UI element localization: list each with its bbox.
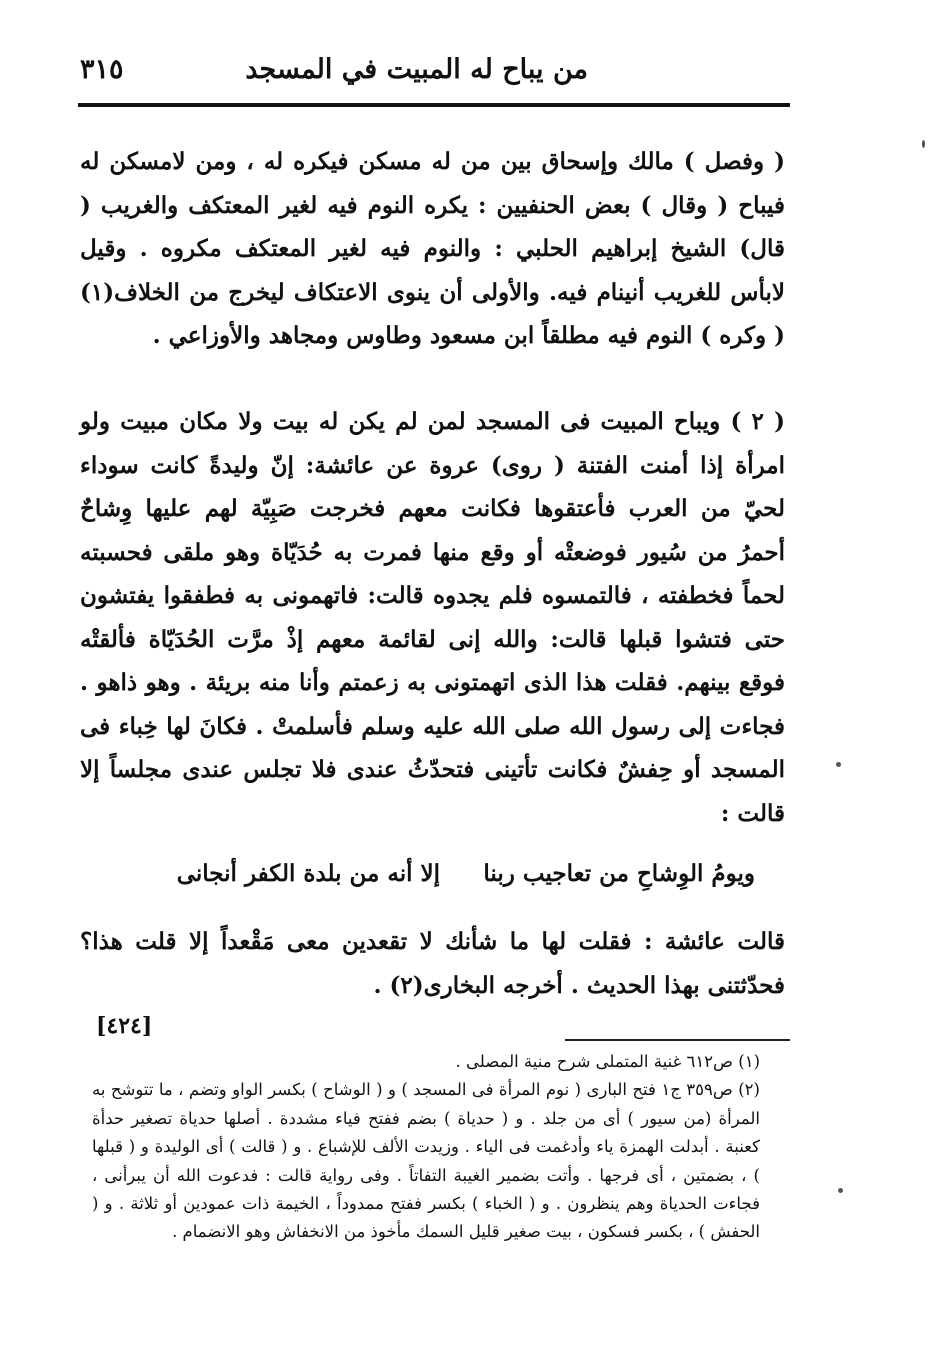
scan-speck: [836, 762, 841, 767]
verse-first-hemistich: ويومُ الوِشاحِ من تعاجيب ربنا: [483, 860, 755, 887]
verse-second-hemistich: إلا أنه من بلدة الكفر أنجانى: [176, 860, 440, 887]
running-title: من يباح له المبيت في المسجد: [245, 54, 588, 85]
hadith-number: [٤٢٤]: [96, 1013, 153, 1039]
header-rule: [78, 103, 790, 107]
paragraph-1: ( وفصل ) مالك وإسحاق بين من له مسكن فيكره له ، ومن لامسكن له فيباح ( وقال ) بعض الحنفيين : يكره النوم فيه لغير المعتكف والغريب ( قال) الشيخ إبراهيم الحلبي : والنوم فيه لغير المعتكف مكروه . وقيل لابأس للغريب أنينام فيه. والأولى أن ينوى الاعتكاف ليخرج من الخلاف(١) ( وكره ) النوم فيه مطلقاً ابن مسعود وطاوس ومجاهد والأوزاعي .: [80, 148, 785, 349]
scan-speck: [838, 1188, 843, 1193]
poetry-verse: [80, 860, 785, 900]
paragraph-3: قالت عائشة : فقلت لها ما شأنك لا تقعدين معى مَقْعداً إلا قلت هذا؟ فحدّثتنى بهذا الحديث . أخرجه البخارى(٢) .: [80, 928, 785, 999]
page-header: [80, 48, 788, 100]
scan-speck: [922, 140, 925, 148]
footnotes: [92, 1048, 760, 1247]
footnote-rule: [565, 1039, 790, 1041]
footnote-1: (١) ص٦١٢ غنية المتملى شرح منية المصلى .: [455, 1052, 760, 1071]
footnote-2: (٢) ص٣٥٩ ج١ فتح البارى ( نوم المرأة فى المسجد ) و ( الوشاح ) بكسر الواو وتضم ، ما تتوشح به المرأة (من سيور ) أى من جلد . و ( حدياة ) بضم ففتح فياء مشددة . أصلها حدياة تصغير حدأة كعنبة . أبدلت الهمزة ياء وأدغمت فى الياء . وزيدت الألف للإشباع . و ( قالت ) أى الوليدة و ( قبلها ) ، بضمتين ، أى فرجها . وأتت بضمير الغيبة التفاتاً . وفى رواية قالت : فدعوت الله أن يبرأنى ، فجاءت الحدياة وهم ينظرون . و ( الخباء ) بكسر ففتح ممدوداً ، الخيمة ذات عمودين أو ثلاثة . و ( الحفش ) ، بكسر فسكون ، بيت صغير قليل السمك مأخوذ من الانخفاش وهو الانضمام .: [92, 1080, 760, 1242]
paragraph-2: ( ٢ ) ويباح المبيت فى المسجد لمن لم يكن له بيت ولا مكان مبيت ولو امرأة إذا أمنت الفتنة ( روى) عروة عن عائشة: إنّ وليدةً كانت سوداء لحيّ من العرب فأعتقوها فكانت معهم فخرجت صَبِيّة لهم عليها وِشاحٌ أحمرُ من سُيور فوضعتْه أو وقع منها فمرت به حُدَيّاة وهو ملقى فحسبته لحماً فخطفته ، فالتمسوه فلم يجدوه قالت: فاتهمونى به فطفقوا يفتشون حتى فتشوا قبلها قالت: والله إنى لقائمة معهم إذْ مرَّت الحُدَيّاة فألقتْه فوقع بينهم. فقلت هذا الذى اتهمتونى به زعمتم وأنا منه بريئة . وهو ذاهو . فجاءت إلى رسول الله صلى الله عليه وسلم فأسلمتْ . فكانَ لها خِباء فى المسجد أو حِفشٌ فكانت تأتينى فتحدّثُ عندى فلا تجلس عندى مجلساً إلا قالت :: [80, 408, 786, 827]
page-number: ٣١٥: [80, 54, 124, 85]
